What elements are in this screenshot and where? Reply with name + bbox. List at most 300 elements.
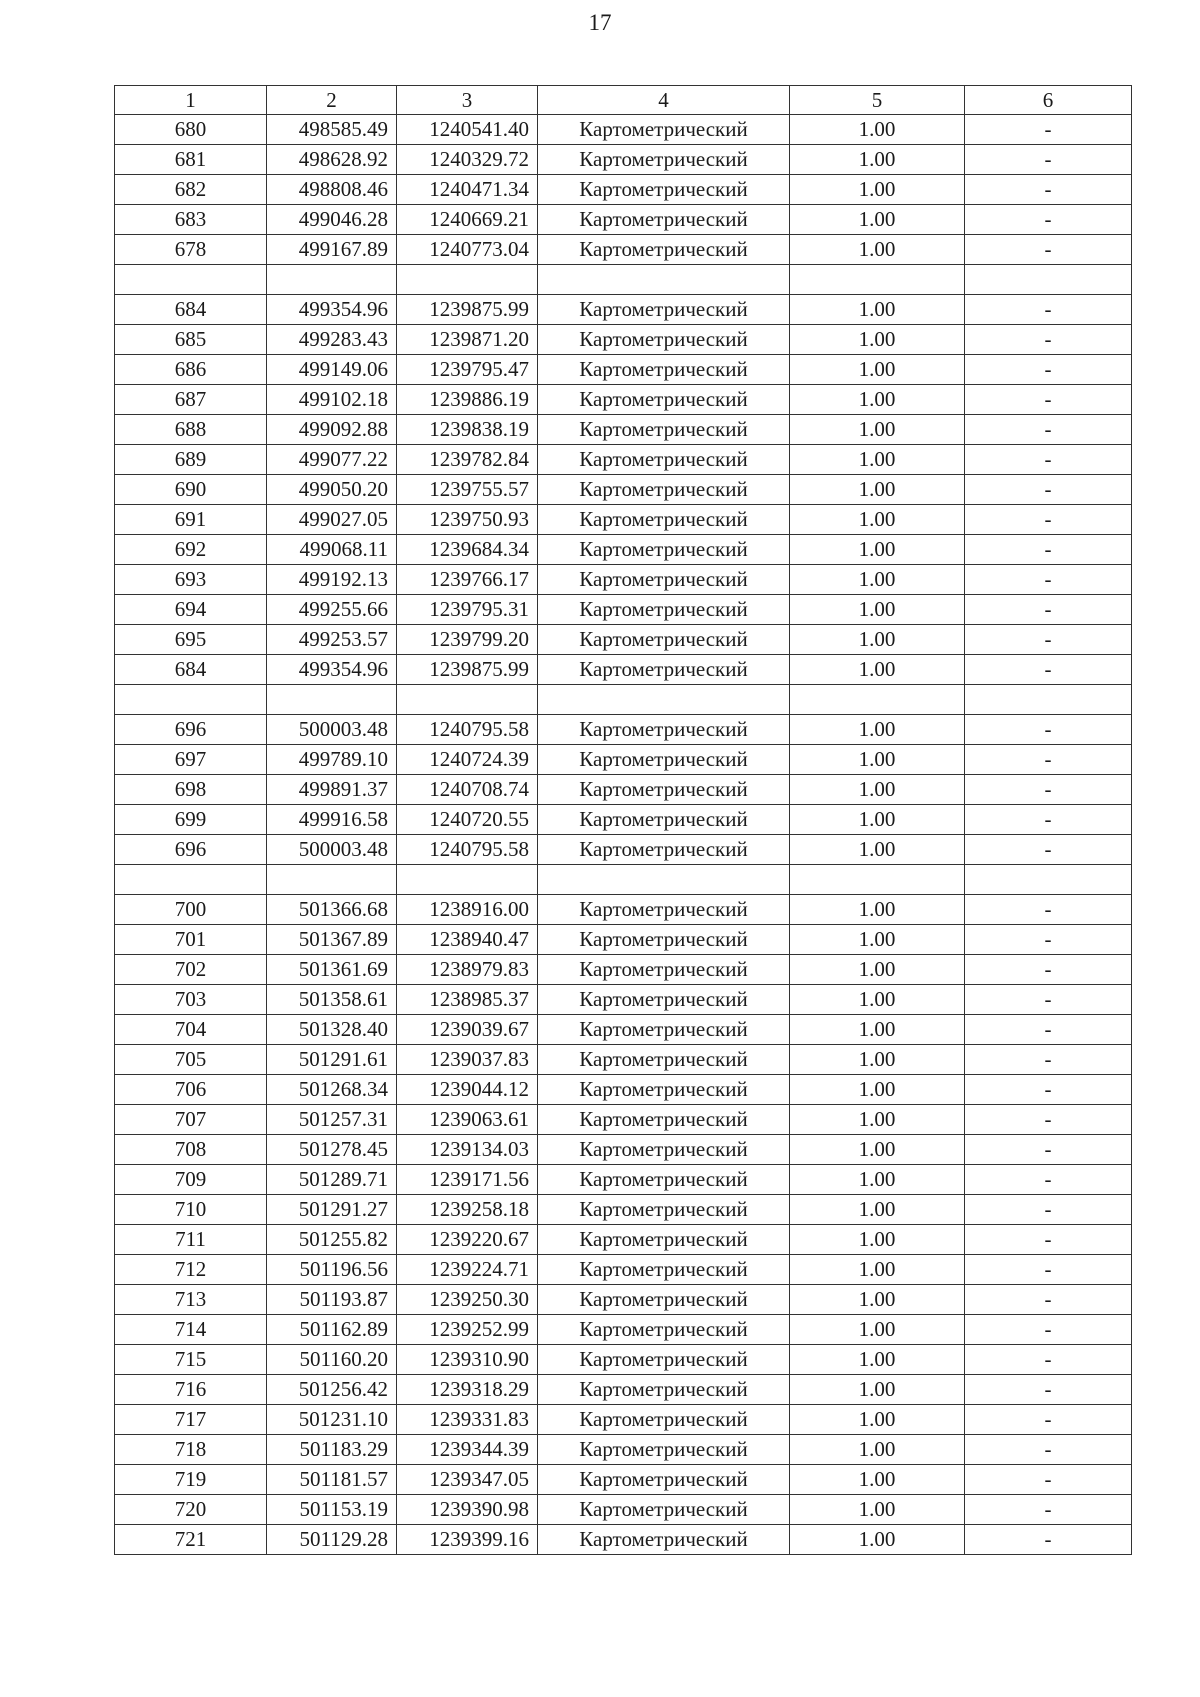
x-coordinate-cell: 501231.10 bbox=[267, 1405, 397, 1435]
accuracy-cell: 1.00 bbox=[790, 655, 965, 685]
point-number-cell: 683 bbox=[115, 205, 267, 235]
point-number-cell: 686 bbox=[115, 355, 267, 385]
accuracy-cell: 1.00 bbox=[790, 1285, 965, 1315]
y-coordinate-cell: 1239838.19 bbox=[397, 415, 538, 445]
accuracy-cell: 1.00 bbox=[790, 535, 965, 565]
method-cell: Картометрический bbox=[538, 325, 790, 355]
method-cell: Картометрический bbox=[538, 1465, 790, 1495]
table-row bbox=[115, 1495, 1132, 1525]
note-cell: - bbox=[965, 1435, 1132, 1465]
method-cell: Картометрический bbox=[538, 745, 790, 775]
note-cell: - bbox=[965, 955, 1132, 985]
y-coordinate-cell: 1239039.67 bbox=[397, 1015, 538, 1045]
y-coordinate-cell: 1240795.58 bbox=[397, 835, 538, 865]
accuracy-cell: 1.00 bbox=[790, 1435, 965, 1465]
x-coordinate-cell: 501256.42 bbox=[267, 1375, 397, 1405]
method-cell: Картометрический bbox=[538, 805, 790, 835]
point-number-cell: 691 bbox=[115, 505, 267, 535]
method-cell: Картометрический bbox=[538, 1105, 790, 1135]
point-number-cell: 693 bbox=[115, 565, 267, 595]
accuracy-cell: 1.00 bbox=[790, 925, 965, 955]
point-number-cell: 703 bbox=[115, 985, 267, 1015]
y-coordinate-cell: 1240669.21 bbox=[397, 205, 538, 235]
x-coordinate-cell: 499068.11 bbox=[267, 535, 397, 565]
x-coordinate-cell: 501291.61 bbox=[267, 1045, 397, 1075]
method-cell: Картометрический bbox=[538, 535, 790, 565]
table-row bbox=[115, 1195, 1132, 1225]
note-cell: - bbox=[965, 175, 1132, 205]
column-header-5: 5 bbox=[790, 86, 965, 115]
table-row bbox=[115, 1405, 1132, 1435]
table-body bbox=[115, 115, 1132, 1555]
table-row bbox=[115, 1015, 1132, 1045]
y-coordinate-cell: 1239310.90 bbox=[397, 1345, 538, 1375]
y-coordinate-cell: 1239755.57 bbox=[397, 475, 538, 505]
x-coordinate-cell: 501193.87 bbox=[267, 1285, 397, 1315]
accuracy-cell: 1.00 bbox=[790, 895, 965, 925]
x-coordinate-cell: 500003.48 bbox=[267, 715, 397, 745]
accuracy-cell: 1.00 bbox=[790, 1255, 965, 1285]
y-coordinate-cell: 1240329.72 bbox=[397, 145, 538, 175]
y-coordinate-cell: 1239347.05 bbox=[397, 1465, 538, 1495]
x-coordinate-cell: 501181.57 bbox=[267, 1465, 397, 1495]
note-cell: - bbox=[965, 1525, 1132, 1555]
point-number-cell: 697 bbox=[115, 745, 267, 775]
table-row bbox=[115, 325, 1132, 355]
x-coordinate-cell: 499077.22 bbox=[267, 445, 397, 475]
method-cell: Картометрический bbox=[538, 565, 790, 595]
y-coordinate-cell: 1239044.12 bbox=[397, 1075, 538, 1105]
method-cell: Картометрический bbox=[538, 1075, 790, 1105]
accuracy-cell: 1.00 bbox=[790, 1495, 965, 1525]
note-cell: - bbox=[965, 1015, 1132, 1045]
accuracy-cell: 1.00 bbox=[790, 1225, 965, 1255]
note-cell: - bbox=[965, 1105, 1132, 1135]
method-cell: Картометрический bbox=[538, 1525, 790, 1555]
x-coordinate-cell: 501162.89 bbox=[267, 1315, 397, 1345]
note-cell: - bbox=[965, 295, 1132, 325]
method-cell: Картометрический bbox=[538, 1315, 790, 1345]
note-cell: - bbox=[965, 445, 1132, 475]
note-cell: - bbox=[965, 1315, 1132, 1345]
x-coordinate-cell: 499050.20 bbox=[267, 475, 397, 505]
note-cell: - bbox=[965, 715, 1132, 745]
x-coordinate-cell: 501268.34 bbox=[267, 1075, 397, 1105]
note-cell: - bbox=[965, 1285, 1132, 1315]
y-coordinate-cell: 1239750.93 bbox=[397, 505, 538, 535]
note-cell: - bbox=[965, 205, 1132, 235]
x-coordinate-cell: 501129.28 bbox=[267, 1525, 397, 1555]
note-cell: - bbox=[965, 1465, 1132, 1495]
point-number-cell: 698 bbox=[115, 775, 267, 805]
note-cell: - bbox=[965, 805, 1132, 835]
method-cell: Картометрический bbox=[538, 445, 790, 475]
accuracy-cell: 1.00 bbox=[790, 415, 965, 445]
note-cell bbox=[965, 265, 1132, 295]
table-row bbox=[115, 235, 1132, 265]
point-number-cell: 696 bbox=[115, 835, 267, 865]
y-coordinate-cell: 1239220.67 bbox=[397, 1225, 538, 1255]
table-row bbox=[115, 535, 1132, 565]
method-cell: Картометрический bbox=[538, 985, 790, 1015]
point-number-cell: 716 bbox=[115, 1375, 267, 1405]
method-cell: Картометрический bbox=[538, 145, 790, 175]
accuracy-cell: 1.00 bbox=[790, 1375, 965, 1405]
x-coordinate-cell: 501291.27 bbox=[267, 1195, 397, 1225]
accuracy-cell: 1.00 bbox=[790, 205, 965, 235]
note-cell: - bbox=[965, 625, 1132, 655]
table-row bbox=[115, 175, 1132, 205]
y-coordinate-cell: 1239318.29 bbox=[397, 1375, 538, 1405]
point-number-cell: 690 bbox=[115, 475, 267, 505]
column-header-4: 4 bbox=[538, 86, 790, 115]
point-number-cell: 717 bbox=[115, 1405, 267, 1435]
y-coordinate-cell: 1239799.20 bbox=[397, 625, 538, 655]
accuracy-cell bbox=[790, 685, 965, 715]
x-coordinate-cell: 501358.61 bbox=[267, 985, 397, 1015]
accuracy-cell: 1.00 bbox=[790, 475, 965, 505]
method-cell: Картометрический bbox=[538, 385, 790, 415]
x-coordinate-cell: 499354.96 bbox=[267, 295, 397, 325]
x-coordinate-cell: 501196.56 bbox=[267, 1255, 397, 1285]
method-cell: Картометрический bbox=[538, 1345, 790, 1375]
table-row bbox=[115, 625, 1132, 655]
y-coordinate-cell: 1239795.31 bbox=[397, 595, 538, 625]
note-cell: - bbox=[965, 1195, 1132, 1225]
x-coordinate-cell: 501257.31 bbox=[267, 1105, 397, 1135]
table-row bbox=[115, 385, 1132, 415]
y-coordinate-cell: 1240541.40 bbox=[397, 115, 538, 145]
x-coordinate-cell bbox=[267, 265, 397, 295]
note-cell: - bbox=[965, 1405, 1132, 1435]
accuracy-cell bbox=[790, 265, 965, 295]
note-cell: - bbox=[965, 475, 1132, 505]
x-coordinate-cell: 499916.58 bbox=[267, 805, 397, 835]
table-row bbox=[115, 925, 1132, 955]
page-number: 17 bbox=[588, 10, 612, 35]
method-cell: Картометрический bbox=[538, 415, 790, 445]
accuracy-cell: 1.00 bbox=[790, 1075, 965, 1105]
point-number-cell: 711 bbox=[115, 1225, 267, 1255]
x-coordinate-cell: 499253.57 bbox=[267, 625, 397, 655]
accuracy-cell: 1.00 bbox=[790, 325, 965, 355]
accuracy-cell: 1.00 bbox=[790, 295, 965, 325]
point-number-cell: 709 bbox=[115, 1165, 267, 1195]
point-number-cell: 680 bbox=[115, 115, 267, 145]
point-number-cell: 696 bbox=[115, 715, 267, 745]
x-coordinate-cell: 501361.69 bbox=[267, 955, 397, 985]
accuracy-cell: 1.00 bbox=[790, 1315, 965, 1345]
table-row bbox=[115, 1525, 1132, 1555]
x-coordinate-cell: 499102.18 bbox=[267, 385, 397, 415]
point-number-cell: 715 bbox=[115, 1345, 267, 1375]
y-coordinate-cell: 1240471.34 bbox=[397, 175, 538, 205]
accuracy-cell: 1.00 bbox=[790, 1465, 965, 1495]
accuracy-cell: 1.00 bbox=[790, 1045, 965, 1075]
note-cell: - bbox=[965, 775, 1132, 805]
accuracy-cell: 1.00 bbox=[790, 235, 965, 265]
accuracy-cell bbox=[790, 865, 965, 895]
table-row bbox=[115, 145, 1132, 175]
method-cell: Картометрический bbox=[538, 505, 790, 535]
table-row bbox=[115, 805, 1132, 835]
x-coordinate-cell: 499167.89 bbox=[267, 235, 397, 265]
y-coordinate-cell: 1239344.39 bbox=[397, 1435, 538, 1465]
point-number-cell: 681 bbox=[115, 145, 267, 175]
table-row bbox=[115, 1045, 1132, 1075]
method-cell: Картометрический bbox=[538, 895, 790, 925]
column-header-3: 3 bbox=[397, 86, 538, 115]
y-coordinate-cell: 1240720.55 bbox=[397, 805, 538, 835]
method-cell bbox=[538, 685, 790, 715]
point-number-cell: 701 bbox=[115, 925, 267, 955]
note-cell: - bbox=[965, 1075, 1132, 1105]
note-cell: - bbox=[965, 355, 1132, 385]
y-coordinate-cell: 1239258.18 bbox=[397, 1195, 538, 1225]
y-coordinate-cell: 1239134.03 bbox=[397, 1135, 538, 1165]
y-coordinate-cell: 1239766.17 bbox=[397, 565, 538, 595]
point-number-cell: 699 bbox=[115, 805, 267, 835]
column-header-6: 6 bbox=[965, 86, 1132, 115]
table-row bbox=[115, 1135, 1132, 1165]
note-cell: - bbox=[965, 1225, 1132, 1255]
table-row bbox=[115, 565, 1132, 595]
method-cell: Картометрический bbox=[538, 835, 790, 865]
point-number-cell: 712 bbox=[115, 1255, 267, 1285]
table-row bbox=[115, 775, 1132, 805]
point-number-cell: 706 bbox=[115, 1075, 267, 1105]
point-number-cell bbox=[115, 865, 267, 895]
table-row bbox=[115, 505, 1132, 535]
table-row bbox=[115, 205, 1132, 235]
accuracy-cell: 1.00 bbox=[790, 805, 965, 835]
note-cell bbox=[965, 865, 1132, 895]
table-row bbox=[115, 415, 1132, 445]
accuracy-cell: 1.00 bbox=[790, 1135, 965, 1165]
method-cell: Картометрический bbox=[538, 115, 790, 145]
x-coordinate-cell: 499046.28 bbox=[267, 205, 397, 235]
x-coordinate-cell: 501153.19 bbox=[267, 1495, 397, 1525]
x-coordinate-cell: 501183.29 bbox=[267, 1435, 397, 1465]
method-cell: Картометрический bbox=[538, 1255, 790, 1285]
table-row bbox=[115, 715, 1132, 745]
table-row bbox=[115, 655, 1132, 685]
y-coordinate-cell: 1240708.74 bbox=[397, 775, 538, 805]
table-row bbox=[115, 745, 1132, 775]
method-cell: Картометрический bbox=[538, 715, 790, 745]
method-cell: Картометрический bbox=[538, 235, 790, 265]
y-coordinate-cell: 1239684.34 bbox=[397, 535, 538, 565]
x-coordinate-cell: 500003.48 bbox=[267, 835, 397, 865]
x-coordinate-cell: 499149.06 bbox=[267, 355, 397, 385]
x-coordinate-cell: 501366.68 bbox=[267, 895, 397, 925]
y-coordinate-cell: 1239037.83 bbox=[397, 1045, 538, 1075]
method-cell: Картометрический bbox=[538, 775, 790, 805]
note-cell: - bbox=[965, 505, 1132, 535]
accuracy-cell: 1.00 bbox=[790, 385, 965, 415]
y-coordinate-cell: 1239886.19 bbox=[397, 385, 538, 415]
y-coordinate-cell: 1238985.37 bbox=[397, 985, 538, 1015]
point-number-cell: 695 bbox=[115, 625, 267, 655]
x-coordinate-cell: 501255.82 bbox=[267, 1225, 397, 1255]
method-cell: Картометрический bbox=[538, 175, 790, 205]
method-cell bbox=[538, 265, 790, 295]
accuracy-cell: 1.00 bbox=[790, 445, 965, 475]
accuracy-cell: 1.00 bbox=[790, 1165, 965, 1195]
note-cell: - bbox=[965, 325, 1132, 355]
x-coordinate-cell: 499027.05 bbox=[267, 505, 397, 535]
method-cell: Картометрический bbox=[538, 655, 790, 685]
method-cell: Картометрический bbox=[538, 1195, 790, 1225]
method-cell: Картометрический bbox=[538, 1225, 790, 1255]
column-header-1: 1 bbox=[115, 86, 267, 115]
point-number-cell: 702 bbox=[115, 955, 267, 985]
x-coordinate-cell: 498585.49 bbox=[267, 115, 397, 145]
note-cell: - bbox=[965, 985, 1132, 1015]
point-number-cell: 721 bbox=[115, 1525, 267, 1555]
method-cell: Картометрический bbox=[538, 1405, 790, 1435]
x-coordinate-cell: 501367.89 bbox=[267, 925, 397, 955]
x-coordinate-cell: 499789.10 bbox=[267, 745, 397, 775]
x-coordinate-cell: 499255.66 bbox=[267, 595, 397, 625]
method-cell: Картометрический bbox=[538, 1435, 790, 1465]
note-cell: - bbox=[965, 925, 1132, 955]
y-coordinate-cell: 1239063.61 bbox=[397, 1105, 538, 1135]
accuracy-cell: 1.00 bbox=[790, 1525, 965, 1555]
y-coordinate-cell: 1238916.00 bbox=[397, 895, 538, 925]
note-cell: - bbox=[965, 115, 1132, 145]
accuracy-cell: 1.00 bbox=[790, 625, 965, 655]
y-coordinate-cell: 1239250.30 bbox=[397, 1285, 538, 1315]
note-cell: - bbox=[965, 835, 1132, 865]
note-cell: - bbox=[965, 1495, 1132, 1525]
table-header-row bbox=[115, 86, 1132, 115]
method-cell bbox=[538, 865, 790, 895]
table-row bbox=[115, 115, 1132, 145]
y-coordinate-cell: 1238940.47 bbox=[397, 925, 538, 955]
method-cell: Картометрический bbox=[538, 625, 790, 655]
method-cell: Картометрический bbox=[538, 1285, 790, 1315]
table-row bbox=[115, 1375, 1132, 1405]
y-coordinate-cell: 1239795.47 bbox=[397, 355, 538, 385]
method-cell: Картометрический bbox=[538, 1165, 790, 1195]
method-cell: Картометрический bbox=[538, 1015, 790, 1045]
note-cell: - bbox=[965, 1255, 1132, 1285]
accuracy-cell: 1.00 bbox=[790, 175, 965, 205]
y-coordinate-cell: 1238979.83 bbox=[397, 955, 538, 985]
y-coordinate-cell: 1239875.99 bbox=[397, 295, 538, 325]
table-row bbox=[115, 1435, 1132, 1465]
accuracy-cell: 1.00 bbox=[790, 985, 965, 1015]
x-coordinate-cell: 499192.13 bbox=[267, 565, 397, 595]
table-row bbox=[115, 895, 1132, 925]
accuracy-cell: 1.00 bbox=[790, 1345, 965, 1375]
table-row bbox=[115, 1315, 1132, 1345]
method-cell: Картометрический bbox=[538, 1135, 790, 1165]
x-coordinate-cell: 501160.20 bbox=[267, 1345, 397, 1375]
x-coordinate-cell: 498628.92 bbox=[267, 145, 397, 175]
point-number-cell: 713 bbox=[115, 1285, 267, 1315]
note-cell bbox=[965, 685, 1132, 715]
point-number-cell: 700 bbox=[115, 895, 267, 925]
table-row bbox=[115, 1165, 1132, 1195]
point-number-cell: 684 bbox=[115, 295, 267, 325]
coordinates-table bbox=[114, 85, 1132, 1555]
table-row bbox=[115, 445, 1132, 475]
y-coordinate-cell: 1239875.99 bbox=[397, 655, 538, 685]
y-coordinate-cell: 1240773.04 bbox=[397, 235, 538, 265]
table-row bbox=[115, 685, 1132, 715]
accuracy-cell: 1.00 bbox=[790, 145, 965, 175]
note-cell: - bbox=[965, 595, 1132, 625]
point-number-cell: 692 bbox=[115, 535, 267, 565]
point-number-cell: 689 bbox=[115, 445, 267, 475]
note-cell: - bbox=[965, 655, 1132, 685]
point-number-cell: 678 bbox=[115, 235, 267, 265]
point-number-cell: 688 bbox=[115, 415, 267, 445]
note-cell: - bbox=[965, 145, 1132, 175]
table-row bbox=[115, 955, 1132, 985]
x-coordinate-cell bbox=[267, 865, 397, 895]
accuracy-cell: 1.00 bbox=[790, 505, 965, 535]
accuracy-cell: 1.00 bbox=[790, 1105, 965, 1135]
y-coordinate-cell: 1239252.99 bbox=[397, 1315, 538, 1345]
table-row bbox=[115, 1105, 1132, 1135]
note-cell: - bbox=[965, 1135, 1132, 1165]
note-cell: - bbox=[965, 895, 1132, 925]
table-row bbox=[115, 865, 1132, 895]
point-number-cell: 687 bbox=[115, 385, 267, 415]
table-row bbox=[115, 1465, 1132, 1495]
point-number-cell: 720 bbox=[115, 1495, 267, 1525]
method-cell: Картометрический bbox=[538, 595, 790, 625]
note-cell: - bbox=[965, 565, 1132, 595]
accuracy-cell: 1.00 bbox=[790, 1195, 965, 1225]
point-number-cell: 714 bbox=[115, 1315, 267, 1345]
column-header-2: 2 bbox=[267, 86, 397, 115]
y-coordinate-cell: 1239390.98 bbox=[397, 1495, 538, 1525]
point-number-cell: 708 bbox=[115, 1135, 267, 1165]
accuracy-cell: 1.00 bbox=[790, 115, 965, 145]
table-row bbox=[115, 295, 1132, 325]
note-cell: - bbox=[965, 1375, 1132, 1405]
note-cell: - bbox=[965, 385, 1132, 415]
y-coordinate-cell: 1239224.71 bbox=[397, 1255, 538, 1285]
table-row bbox=[115, 835, 1132, 865]
accuracy-cell: 1.00 bbox=[790, 355, 965, 385]
y-coordinate-cell: 1239782.84 bbox=[397, 445, 538, 475]
accuracy-cell: 1.00 bbox=[790, 835, 965, 865]
y-coordinate-cell: 1239331.83 bbox=[397, 1405, 538, 1435]
accuracy-cell: 1.00 bbox=[790, 745, 965, 775]
note-cell: - bbox=[965, 1045, 1132, 1075]
method-cell: Картометрический bbox=[538, 205, 790, 235]
table-row bbox=[115, 355, 1132, 385]
x-coordinate-cell: 499283.43 bbox=[267, 325, 397, 355]
point-number-cell: 718 bbox=[115, 1435, 267, 1465]
point-number-cell: 719 bbox=[115, 1465, 267, 1495]
method-cell: Картометрический bbox=[538, 1375, 790, 1405]
table-row bbox=[115, 1345, 1132, 1375]
x-coordinate-cell: 499092.88 bbox=[267, 415, 397, 445]
y-coordinate-cell bbox=[397, 865, 538, 895]
point-number-cell: 694 bbox=[115, 595, 267, 625]
y-coordinate-cell: 1240795.58 bbox=[397, 715, 538, 745]
table-row bbox=[115, 475, 1132, 505]
point-number-cell: 705 bbox=[115, 1045, 267, 1075]
y-coordinate-cell: 1239871.20 bbox=[397, 325, 538, 355]
note-cell: - bbox=[965, 235, 1132, 265]
